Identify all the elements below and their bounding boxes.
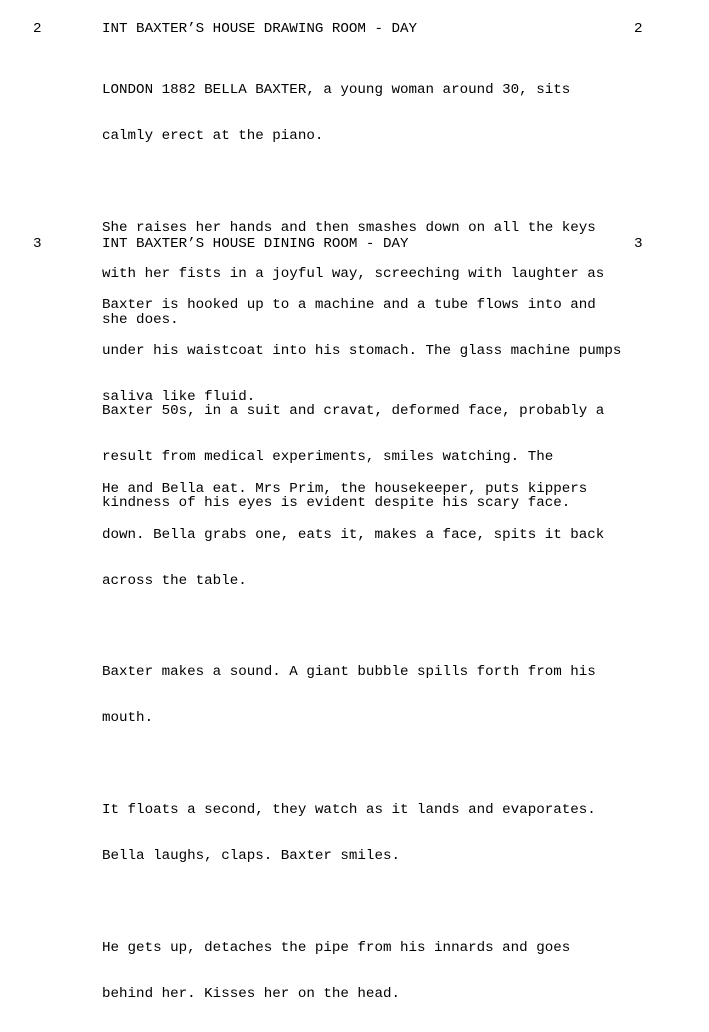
action-paragraph bbox=[102, 910, 709, 1032]
action-line: It floats a second, they watch as it lands and evaporates. bbox=[102, 801, 596, 818]
slugline: INT BAXTER’S HOUSE DRAWING ROOM - DAY bbox=[102, 21, 418, 37]
scene-number-right: 2 bbox=[634, 21, 643, 37]
action-line: Baxter is hooked up to a machine and a tube flows into and bbox=[102, 297, 596, 314]
action-line: result from medical experiments, smiles watching. The bbox=[102, 449, 554, 466]
action-line: kindness of his eyes is evident despite his scary face. bbox=[102, 495, 571, 512]
scene-heading bbox=[0, 237, 709, 252]
action-line: He and Bella eat. Mrs Prim, the housekeeper, puts kippers bbox=[102, 480, 588, 497]
action-line: Baxter 50s, in a suit and cravat, deformed face, probably a bbox=[102, 403, 605, 420]
action-line: behind her. Kisses her on the head. bbox=[102, 985, 400, 1002]
slugline: INT BAXTER’S HOUSE DINING ROOM - DAY bbox=[102, 236, 409, 252]
action-paragraph bbox=[102, 265, 709, 436]
scene-heading bbox=[0, 22, 709, 37]
action-line: LONDON 1882 BELLA BAXTER, a young woman around 30, sits bbox=[102, 82, 571, 99]
scene-number-right: 3 bbox=[634, 236, 643, 252]
action-line: Baxter makes a sound. A giant bubble spills forth from his bbox=[102, 664, 596, 681]
action-line: mouth. bbox=[102, 710, 154, 727]
action-line: Bella laughs, claps. Baxter smiles. bbox=[102, 847, 400, 864]
action-paragraph bbox=[102, 635, 709, 757]
action-line: across the table. bbox=[102, 572, 247, 589]
action-paragraph bbox=[102, 451, 709, 619]
action-line: she does. bbox=[102, 311, 179, 328]
action-line: He gets up, detaches the pipe from his innards and goes bbox=[102, 939, 571, 956]
action-line: She raises her hands and then smashes down on all the keys bbox=[102, 219, 596, 236]
scene-number-left: 2 bbox=[33, 21, 42, 37]
action-line: with her fists in a joyful way, screeching with laughter as bbox=[102, 265, 605, 282]
scene-number-left: 3 bbox=[33, 236, 42, 252]
action-line: down. Bella grabs one, eats it, makes a face, spits it back bbox=[102, 526, 605, 543]
scene-3 bbox=[0, 237, 709, 1032]
action-line: saliva like fluid. bbox=[102, 388, 256, 405]
action-line: calmly erect at the piano. bbox=[102, 128, 324, 145]
action-line: under his waistcoat into his stomach. The glass machine pumps bbox=[102, 343, 622, 360]
action-paragraph bbox=[102, 53, 709, 175]
action-paragraph bbox=[102, 772, 709, 894]
